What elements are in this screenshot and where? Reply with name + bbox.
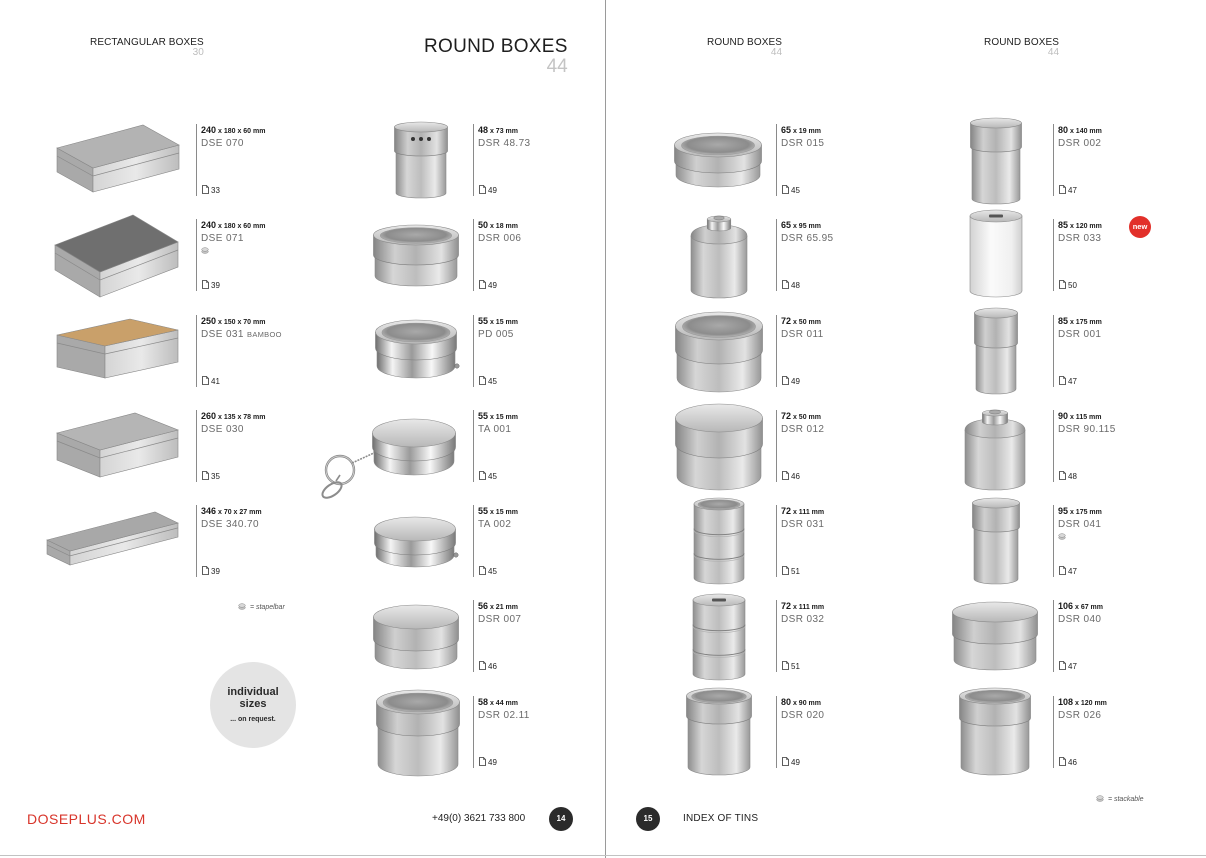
- header-page-number: 44: [546, 56, 568, 77]
- product-dimensions: [201, 220, 316, 232]
- dimension-rest: x 135 x 78 mm: [217, 414, 266, 421]
- individual-sizes-bubble: [210, 662, 296, 748]
- product-entry: [473, 410, 593, 482]
- page-reference: [1059, 661, 1077, 671]
- product-image: [965, 410, 1025, 490]
- dimension-primary: 55: [478, 411, 489, 421]
- product-entry: [1053, 600, 1173, 672]
- product-image: [970, 210, 1022, 297]
- product-code: [1058, 613, 1173, 626]
- page-reference: [782, 661, 800, 671]
- dimension-rest: x 111 mm: [792, 509, 825, 516]
- product-code: [201, 232, 316, 245]
- page-document-icon: [1059, 662, 1068, 671]
- product-entry: [1053, 505, 1173, 577]
- page-reference-number: 49: [488, 186, 497, 195]
- page-reference-number: 49: [488, 758, 497, 767]
- product-code: [478, 328, 593, 341]
- product-entry: [473, 219, 593, 291]
- product-code-text: DSE 071: [201, 233, 244, 244]
- page-document-icon: [479, 377, 488, 386]
- stackable-icon: [1058, 532, 1173, 540]
- header-round-boxes-right-b: [984, 37, 1059, 58]
- product-image: [694, 498, 744, 584]
- product-code: [478, 613, 593, 626]
- page-divider: [605, 0, 606, 858]
- product-image: [691, 216, 747, 298]
- page-reference: [479, 280, 497, 290]
- page-reference: [1059, 185, 1077, 195]
- product-dimensions: [781, 506, 896, 518]
- page-reference: [1059, 280, 1077, 290]
- page-reference-number: 49: [791, 377, 800, 386]
- index-of-tins-link[interactable]: INDEX OF TINS: [683, 813, 759, 824]
- page-document-icon: [782, 567, 791, 576]
- dimension-rest: x 70 x 27 mm: [217, 509, 262, 516]
- product-entry: [196, 505, 316, 577]
- product-dimensions: [781, 316, 896, 328]
- product-code-text: DSE 031: [201, 329, 244, 340]
- product-code-suffix: BAMBOO: [247, 330, 282, 339]
- legend-text: = stackable: [1107, 796, 1144, 803]
- product-image: [55, 215, 178, 297]
- legend-text: = stapelbar: [249, 604, 285, 611]
- bubble-line-3: ... on request.: [230, 716, 276, 723]
- product-image: [960, 688, 1031, 775]
- stackable-icon: [201, 246, 316, 254]
- product-code: [478, 709, 593, 722]
- product-code-text: DSR 007: [478, 614, 522, 625]
- product-entry: [776, 696, 896, 768]
- dimension-primary: 346: [201, 506, 217, 516]
- dimension-primary: 48: [478, 125, 489, 135]
- dimension-primary: 106: [1058, 601, 1074, 611]
- dimension-primary: 65: [781, 220, 792, 230]
- product-image: [375, 517, 459, 567]
- product-image: [676, 312, 763, 392]
- page-document-icon: [1059, 377, 1068, 386]
- dimension-primary: 58: [478, 697, 489, 707]
- product-code-text: DSR 032: [781, 614, 825, 625]
- product-code: [478, 518, 593, 531]
- page-reference-number: 48: [1068, 472, 1077, 481]
- dimension-primary: 80: [1058, 125, 1069, 135]
- page-reference-number: 51: [791, 662, 800, 671]
- product-code-text: DSR 001: [1058, 329, 1102, 340]
- page-reference-number: 47: [1068, 186, 1077, 195]
- page-reference-number: 51: [791, 567, 800, 576]
- dimension-rest: x 150 x 70 mm: [217, 319, 266, 326]
- product-image: [693, 594, 745, 680]
- product-dimensions: [781, 125, 896, 137]
- product-code: [1058, 709, 1173, 722]
- dimension-primary: 72: [781, 506, 792, 516]
- product-code-text: PD 005: [478, 329, 514, 340]
- dimension-rest: x 90 mm: [792, 700, 821, 707]
- page-document-icon: [782, 662, 791, 671]
- product-entry: [473, 315, 593, 387]
- page-document-icon: [1059, 281, 1068, 290]
- page-reference-number: 45: [488, 472, 497, 481]
- dimension-rest: x 50 mm: [792, 414, 821, 421]
- page-reference-number: 46: [488, 662, 497, 671]
- product-dimensions: [478, 601, 593, 613]
- header-title: ROUND BOXES: [707, 37, 783, 48]
- product-image: [687, 688, 752, 775]
- page-reference: [202, 566, 220, 576]
- product-code: [1058, 423, 1173, 436]
- product-code: [201, 328, 316, 341]
- product-entry: [196, 219, 316, 291]
- dimension-rest: x 180 x 60 mm: [217, 223, 266, 230]
- dimension-rest: x 115 mm: [1069, 414, 1102, 421]
- bubble-line-2: sizes: [239, 698, 267, 710]
- dimension-rest: x 180 x 60 mm: [217, 128, 266, 135]
- page-reference-number: 47: [1068, 567, 1077, 576]
- product-dimensions: [478, 220, 593, 232]
- page-document-icon: [202, 567, 211, 576]
- product-code-text: TA 001: [478, 424, 512, 435]
- legend-stapelbar: [238, 603, 285, 611]
- product-code: [781, 328, 896, 341]
- product-dimensions: [201, 125, 316, 137]
- dimension-primary: 55: [478, 506, 489, 516]
- dimension-primary: 240: [201, 125, 217, 135]
- product-dimensions: [781, 220, 896, 232]
- product-code-text: DSR 031: [781, 519, 825, 530]
- dimension-rest: x 50 mm: [792, 319, 821, 326]
- dimension-primary: 108: [1058, 697, 1074, 707]
- product-image: [47, 512, 178, 565]
- product-entry: [196, 315, 316, 387]
- page-reference-number: 49: [488, 281, 497, 290]
- product-code: [781, 613, 896, 626]
- page-document-icon: [479, 186, 488, 195]
- product-dimensions: [1058, 125, 1173, 137]
- dimension-rest: x 111 mm: [792, 604, 825, 611]
- phone-number: +49(0) 3621 733 800: [432, 813, 526, 824]
- page-document-icon: [479, 662, 488, 671]
- product-entry: [776, 410, 896, 482]
- stackable-icon: [1096, 796, 1108, 803]
- product-dimensions: [478, 506, 593, 518]
- page-reference-number: 45: [488, 567, 497, 576]
- product-entry: [776, 315, 896, 387]
- product-dimensions: [1058, 506, 1173, 518]
- page-reference-number: 47: [1068, 377, 1077, 386]
- product-dimensions: [478, 125, 593, 137]
- product-image: [971, 118, 1022, 204]
- product-image: [374, 605, 459, 669]
- page-document-icon: [202, 377, 211, 386]
- product-code-text: DSR 041: [1058, 519, 1102, 530]
- product-code-text: DSR 011: [781, 329, 824, 340]
- product-code: [478, 232, 593, 245]
- product-image: [57, 413, 178, 477]
- page-document-icon: [1059, 567, 1068, 576]
- product-entry: [776, 505, 896, 577]
- page-document-icon: [782, 472, 791, 481]
- product-entry: [1053, 219, 1173, 291]
- page-reference: [782, 566, 800, 576]
- product-code: [201, 518, 316, 531]
- page-reference-number: 35: [211, 472, 220, 481]
- page-reference-number: 49: [791, 758, 800, 767]
- header-page-number: 44: [1047, 47, 1060, 58]
- product-entry: [473, 124, 593, 196]
- product-code-text: TA 002: [478, 519, 512, 530]
- page-reference: [479, 757, 497, 767]
- product-code-text: DSR 48.73: [478, 138, 531, 149]
- product-code-text: DSR 006: [478, 233, 522, 244]
- product-dimensions: [781, 411, 896, 423]
- product-code: [781, 137, 896, 150]
- product-code-text: DSR 026: [1058, 710, 1102, 721]
- header-title: RECTANGULAR BOXES: [90, 37, 204, 48]
- dimension-rest: x 73 mm: [489, 128, 518, 135]
- product-dimensions: [201, 316, 316, 328]
- dimension-rest: x 175 mm: [1069, 319, 1102, 326]
- page-reference-number: 50: [1068, 281, 1077, 290]
- product-image: [57, 125, 179, 192]
- page-reference: [479, 566, 497, 576]
- product-code: [781, 232, 896, 245]
- new-badge: new: [1129, 216, 1151, 238]
- product-code-text: DSR 033: [1058, 233, 1102, 244]
- product-entry: [473, 696, 593, 768]
- product-dimensions: [1058, 220, 1173, 232]
- dimension-primary: 250: [201, 316, 217, 326]
- page-reference-number: 45: [791, 186, 800, 195]
- product-code-text: DSR 015: [781, 138, 825, 149]
- page-reference-number: 39: [211, 281, 220, 290]
- product-code-text: DSR 002: [1058, 138, 1102, 149]
- page-reference-number: 41: [211, 377, 220, 386]
- page-document-icon: [202, 281, 211, 290]
- page-document-icon: [1059, 758, 1068, 767]
- product-dimensions: [1058, 697, 1173, 709]
- page-reference-number: 39: [211, 567, 220, 576]
- product-dimensions: [201, 506, 316, 518]
- dimension-primary: 65: [781, 125, 792, 135]
- product-code: [1058, 328, 1173, 341]
- dimension-rest: x 175 mm: [1069, 509, 1102, 516]
- product-code: [1058, 518, 1173, 531]
- dimension-primary: 95: [1058, 506, 1069, 516]
- bubble-line-1: individual: [227, 686, 279, 698]
- page-document-icon: [782, 758, 791, 767]
- dimension-rest: x 18 mm: [489, 223, 518, 230]
- page-document-icon: [1059, 472, 1068, 481]
- product-entry: [776, 219, 896, 291]
- product-entry: [1053, 410, 1173, 482]
- dimension-primary: 55: [478, 316, 489, 326]
- header-round-boxes-main: [424, 36, 568, 76]
- product-code-text: DSR 012: [781, 424, 825, 435]
- product-dimensions: [781, 601, 896, 613]
- dimension-rest: x 120 mm: [1074, 700, 1107, 707]
- product-dimensions: [478, 316, 593, 328]
- product-dimensions: [1058, 316, 1173, 328]
- product-entry: [776, 124, 896, 196]
- product-code: [781, 709, 896, 722]
- page-reference-number: 47: [1068, 662, 1077, 671]
- product-image: [675, 133, 762, 187]
- product-code-text: DSE 340.70: [201, 519, 259, 530]
- dimension-rest: x 67 mm: [1074, 604, 1104, 611]
- page-reference: [479, 471, 497, 481]
- product-code: [1058, 232, 1173, 245]
- page-reference: [782, 471, 800, 481]
- dimension-primary: 260: [201, 411, 217, 421]
- product-code: [1058, 137, 1173, 150]
- dimension-primary: 80: [781, 697, 792, 707]
- product-code-text: DSR 90.115: [1058, 424, 1116, 435]
- dimension-rest: x 21 mm: [489, 604, 518, 611]
- product-code: [201, 137, 316, 150]
- product-code-text: DSR 02.11: [478, 710, 530, 721]
- product-entry: [196, 410, 316, 482]
- product-code: [201, 423, 316, 436]
- page-document-icon: [479, 472, 488, 481]
- product-image: [320, 419, 456, 501]
- stackable-icon: [238, 604, 250, 611]
- dimension-rest: x 120 mm: [1069, 223, 1102, 230]
- product-entry: [1053, 124, 1173, 196]
- page-document-icon: [782, 281, 791, 290]
- product-code-text: DSR 040: [1058, 614, 1102, 625]
- product-image: [975, 308, 1018, 394]
- header-title: ROUND BOXES: [984, 37, 1060, 48]
- page-reference: [479, 185, 497, 195]
- page-reference: [479, 661, 497, 671]
- page-reference: [1059, 376, 1077, 386]
- product-image: [676, 404, 763, 490]
- header-page-number: 30: [192, 47, 204, 58]
- dimension-primary: 240: [201, 220, 217, 230]
- product-code: [781, 423, 896, 436]
- page-reference: [1059, 566, 1077, 576]
- product-entry: [1053, 696, 1173, 768]
- page-document-icon: [202, 472, 211, 481]
- page-reference: [1059, 471, 1077, 481]
- dimension-primary: 56: [478, 601, 489, 611]
- page-document-icon: [782, 186, 791, 195]
- legend-stackable: [1096, 795, 1144, 803]
- page-reference: [202, 280, 220, 290]
- bottom-rule: [0, 855, 1206, 856]
- page-reference: [479, 376, 497, 386]
- header-page-number: 44: [770, 47, 783, 58]
- product-image: [374, 225, 459, 286]
- product-dimensions: [478, 697, 593, 709]
- dimension-primary: 72: [781, 411, 792, 421]
- header-round-boxes-right-a: [707, 37, 782, 58]
- page-reference: [202, 471, 220, 481]
- dimension-primary: 85: [1058, 316, 1069, 326]
- page-reference-number: 33: [211, 186, 220, 195]
- page-reference: [1059, 757, 1077, 767]
- product-code: [478, 137, 593, 150]
- product-entry: [196, 124, 316, 196]
- product-entry: [473, 505, 593, 577]
- page-reference: [202, 376, 220, 386]
- page-reference: [782, 757, 800, 767]
- page-document-icon: [782, 377, 791, 386]
- website-link[interactable]: DOSEPLUS.COM: [27, 811, 146, 827]
- product-image: [377, 690, 460, 776]
- product-entry: [1053, 315, 1173, 387]
- header-title: ROUND BOXES: [424, 36, 568, 57]
- page-reference: [202, 185, 220, 195]
- product-image: [953, 602, 1038, 670]
- product-dimensions: [1058, 601, 1173, 613]
- page-reference: [782, 376, 800, 386]
- page-reference-number: 48: [791, 281, 800, 290]
- product-dimensions: [781, 697, 896, 709]
- page-document-icon: [1059, 186, 1068, 195]
- product-dimensions: [201, 411, 316, 423]
- page-document-icon: [479, 281, 488, 290]
- header-rectangular-boxes: [90, 37, 204, 58]
- page-reference: [782, 185, 800, 195]
- product-code-text: DSE 030: [201, 424, 244, 435]
- product-image: [395, 122, 448, 198]
- dimension-primary: 85: [1058, 220, 1069, 230]
- page-reference-number: 45: [488, 377, 497, 386]
- dimension-rest: x 15 mm: [489, 509, 518, 516]
- product-image: [57, 319, 178, 378]
- product-entry: [473, 600, 593, 672]
- page-reference: [782, 280, 800, 290]
- dimension-rest: x 15 mm: [489, 414, 518, 421]
- dimension-rest: x 95 mm: [792, 223, 821, 230]
- product-code: [781, 518, 896, 531]
- dimension-primary: 72: [781, 601, 792, 611]
- page-document-icon: [479, 758, 488, 767]
- product-dimensions: [1058, 411, 1173, 423]
- page-reference-number: 46: [791, 472, 800, 481]
- page-number-left: 14: [549, 807, 573, 831]
- page-reference-number: 46: [1068, 758, 1077, 767]
- dimension-rest: x 15 mm: [489, 319, 518, 326]
- dimension-primary: 50: [478, 220, 489, 230]
- product-dimensions: [478, 411, 593, 423]
- page-document-icon: [479, 567, 488, 576]
- dimension-primary: 72: [781, 316, 792, 326]
- product-image: [376, 320, 460, 378]
- product-code: [478, 423, 593, 436]
- product-image: [973, 498, 1020, 584]
- product-code-text: DSR 020: [781, 710, 825, 721]
- product-entry: [776, 600, 896, 672]
- dimension-rest: x 44 mm: [489, 700, 518, 707]
- dimension-rest: x 19 mm: [792, 128, 821, 135]
- page-number-right: 15: [636, 807, 660, 831]
- product-code-text: DSR 65.95: [781, 233, 834, 244]
- dimension-rest: x 140 mm: [1069, 128, 1102, 135]
- product-code-text: DSE 070: [201, 138, 244, 149]
- page-document-icon: [202, 186, 211, 195]
- dimension-primary: 90: [1058, 411, 1069, 421]
